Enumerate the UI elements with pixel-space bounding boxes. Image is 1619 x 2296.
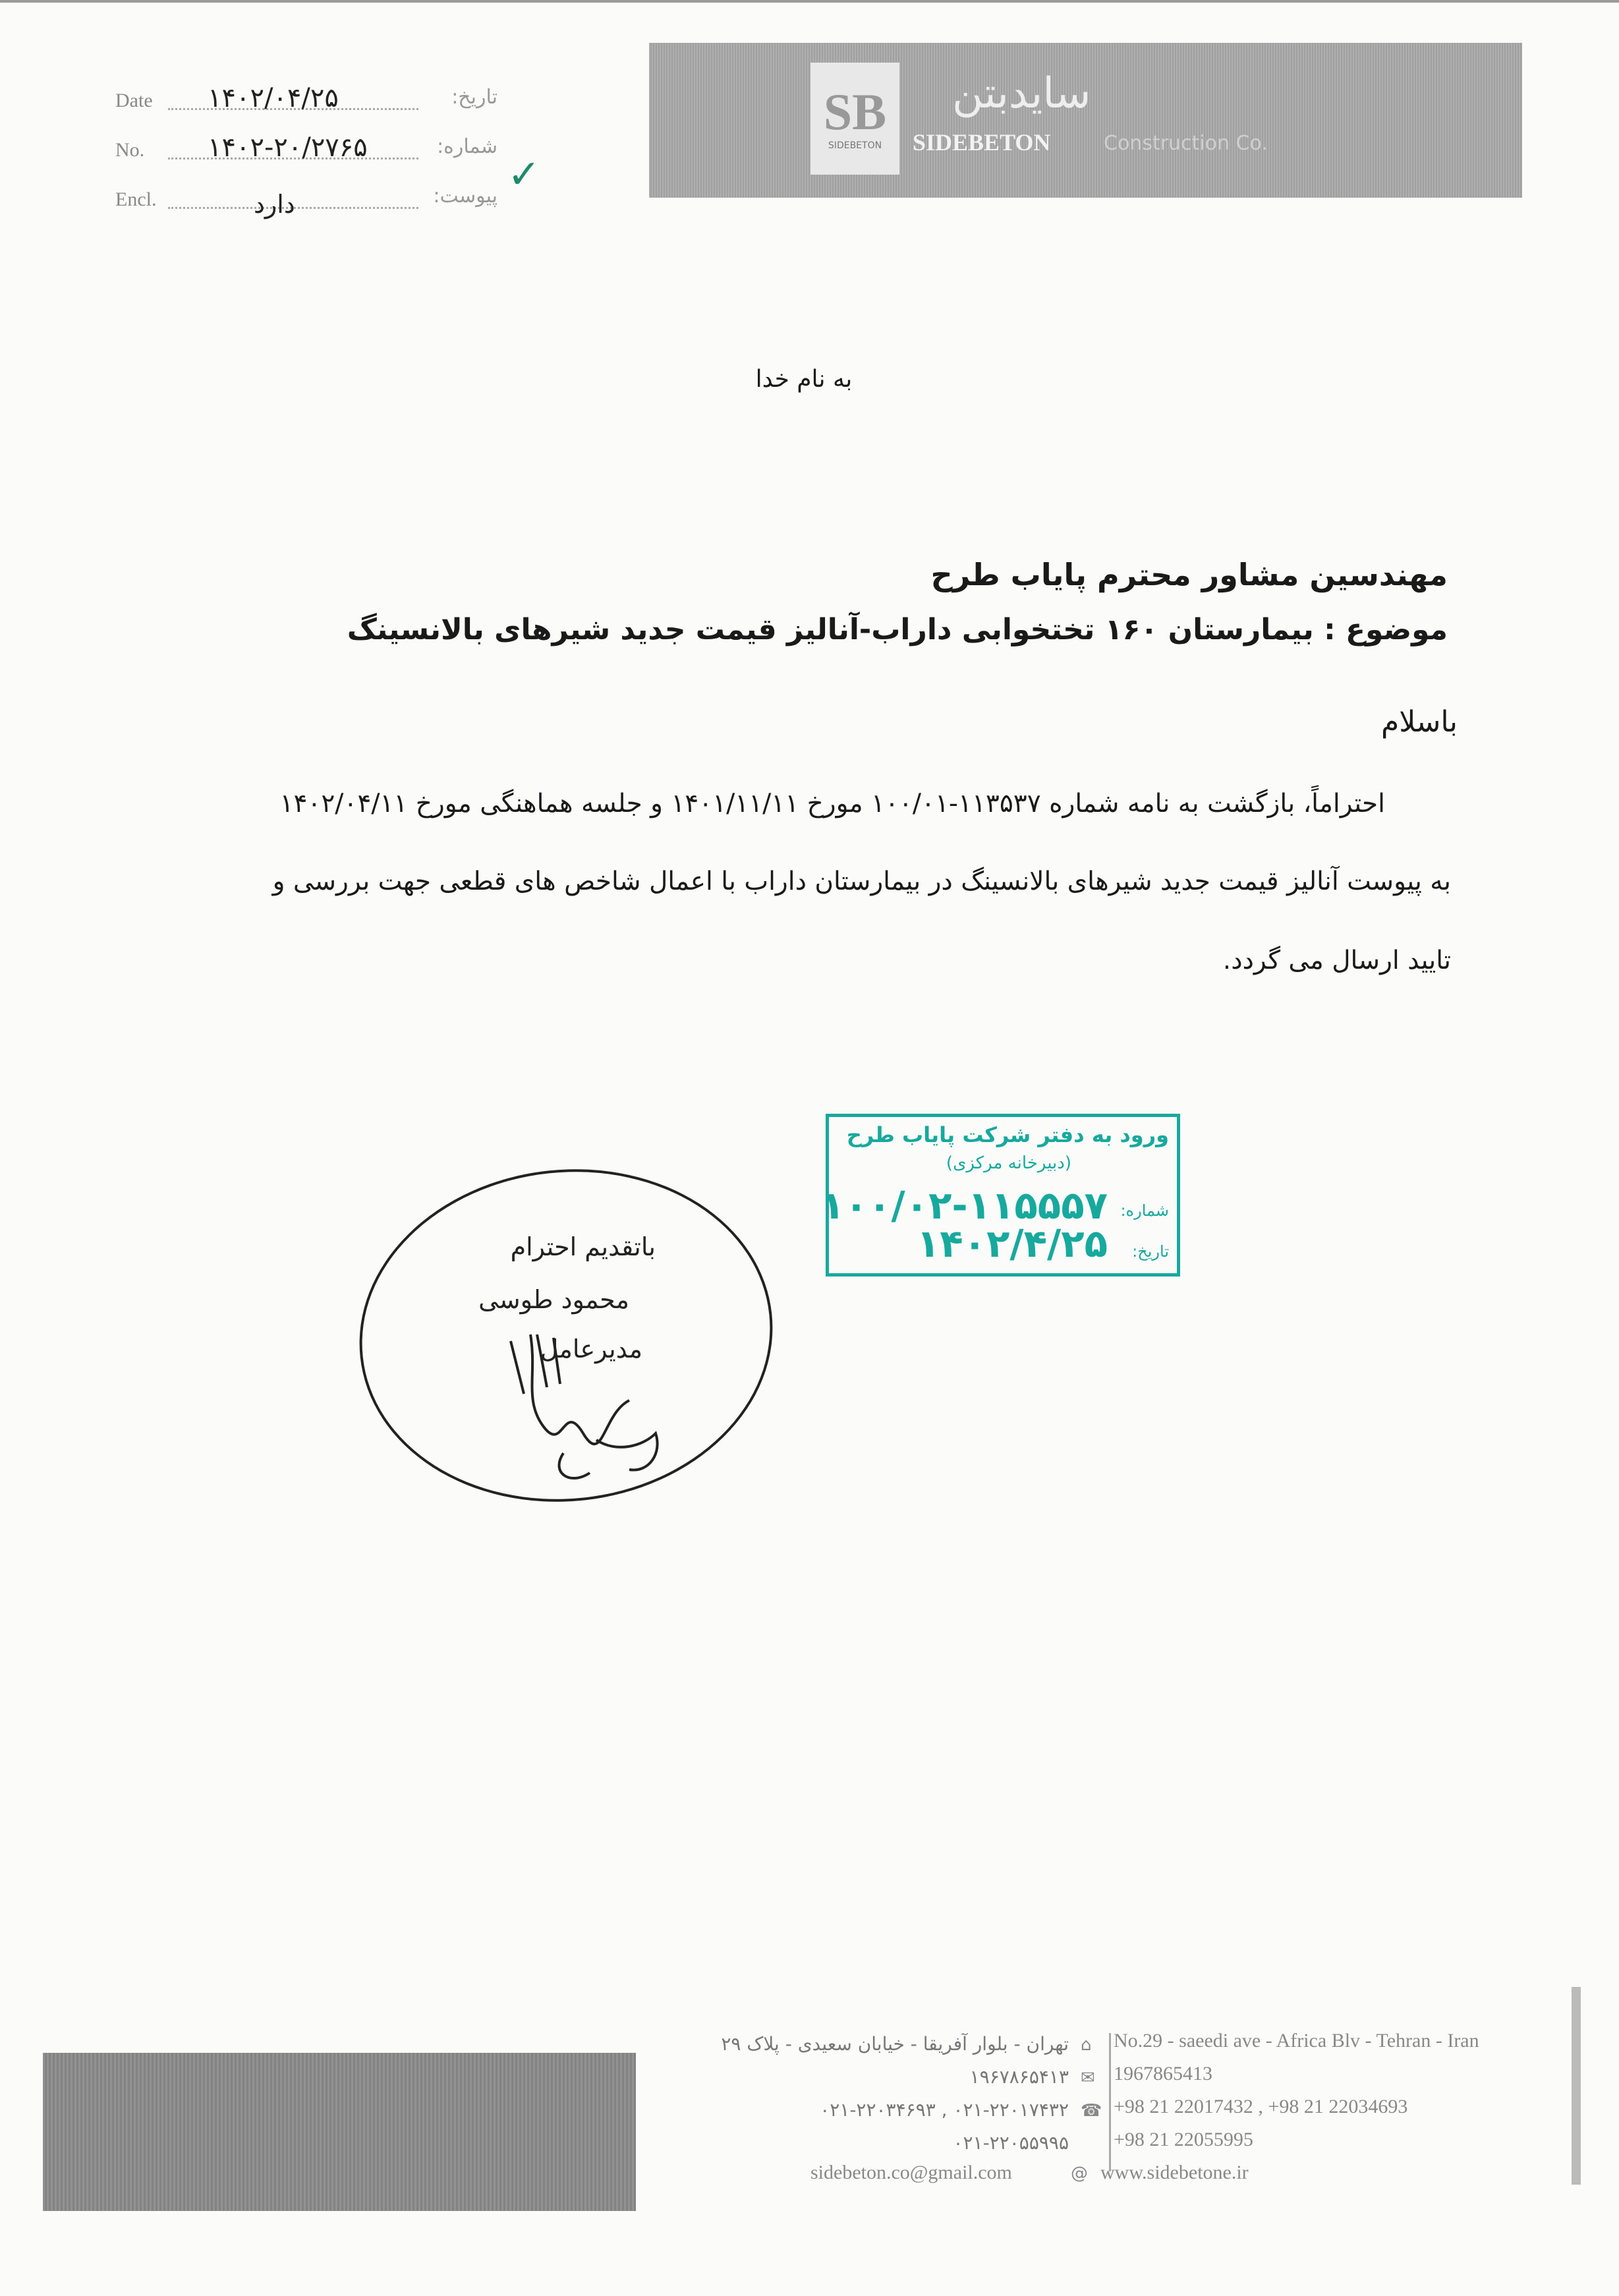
- stamp-date-label: تاریخ:: [1132, 1242, 1169, 1261]
- footer-divider: [1109, 2033, 1111, 2171]
- recipient-line: مهندسین مشاور محترم پایاب طرح: [930, 557, 1448, 592]
- footer-tel-en: +98 21 22017432 , +98 21 22034693: [1114, 2096, 1408, 2117]
- footer-website[interactable]: www.sidebetone.ir: [1100, 2162, 1249, 2183]
- number-value: ۱۴۰۲-۲۰/۲۷۶۵: [208, 132, 368, 163]
- postal-icon: ✉: [1081, 2068, 1095, 2088]
- logo-caption: SIDEBETON: [828, 140, 882, 151]
- signature-name: محمود طوسی: [478, 1285, 629, 1314]
- stamp-number-value: ۱۰۰/۰۲-۱۱۵۵۵۷: [821, 1183, 1108, 1228]
- meta-number-row: [115, 132, 497, 172]
- email-icon: @: [1071, 2164, 1088, 2183]
- encl-value: دارد: [254, 190, 295, 219]
- footer-postal-en: 1967865413: [1114, 2063, 1212, 2084]
- footer-fax-fa: ۰۲۱-۲۲۰۵۵۹۹۵: [953, 2132, 1069, 2154]
- letter-meta: [115, 83, 497, 219]
- company-logo: [810, 63, 899, 175]
- greeting: باسلام: [1380, 705, 1458, 739]
- phone-icon: ☎: [1081, 2101, 1102, 2121]
- signature-block: [359, 1170, 781, 1512]
- body-line-2: به پیوست آنالیز قیمت جدید شیرهای بالانسینگ در بیمارستان داراب با اعمال شاخص های قطعی جهت بررسی و: [272, 867, 1451, 896]
- number-label-en: No.: [115, 139, 145, 161]
- bismillah-heading: به نام خدا: [755, 366, 853, 393]
- brand-name-en: SIDEBETON: [913, 129, 1051, 156]
- meta-enclosure-row: [115, 185, 497, 221]
- signature-closing: باتقدیم احترام: [510, 1232, 656, 1261]
- location-icon: ⌂: [1081, 2035, 1092, 2055]
- footer-address-en: No.29 - saeedi ave - Africa Blv - Tehran - Iran: [1114, 2030, 1479, 2052]
- footer-postal-fa: ۱۹۶۷۸۶۵۴۱۳: [969, 2066, 1069, 2088]
- stamp-date-value: ۱۴۰۲/۴/۲۵: [916, 1221, 1108, 1266]
- logo-mark: SB: [823, 83, 887, 140]
- footer-fax-en: +98 21 22055995: [1114, 2129, 1253, 2150]
- brand-name-fa: سایدبتن: [952, 69, 1091, 118]
- body-line-1: احتراماً، بازگشت به نامه شماره ۱۱۳۵۳۷-۱۰۰/۰۱ مورخ ۱۴۰۱/۱۱/۱۱ و جلسه هماهنگی مورخ ۱۴۰۲/۰۴/۱۱: [279, 789, 1385, 818]
- received-stamp: [821, 1114, 1180, 1277]
- date-value: ۱۴۰۲/۰۴/۲۵: [208, 83, 339, 113]
- encl-label-en: Encl.: [115, 188, 157, 210]
- meta-date-row: [115, 83, 497, 123]
- letterhead-band: [649, 43, 1522, 198]
- handwritten-signature: [432, 1321, 708, 1493]
- scan-edge-mark: [1572, 1987, 1581, 2185]
- stamp-number-label: شماره:: [1120, 1201, 1169, 1220]
- number-label-fa: شماره:: [437, 135, 497, 158]
- footer-email[interactable]: sidebeton.co@gmail.com: [810, 2162, 1012, 2183]
- body-line-3: تایید ارسال می گردد.: [1222, 946, 1451, 975]
- stamp-subtitle: (دبیرخانه مرکزی): [946, 1153, 1071, 1173]
- footer-tel-fa: ۰۲۱-۲۲۰۱۷۴۳۲ , ۰۲۱-۲۲۰۳۴۶۹۳: [820, 2099, 1069, 2121]
- footer-address-fa: تهران - بلوار آفریقا - خیابان سعیدی - پلاک ۲۹: [721, 2033, 1069, 2055]
- subject-line: موضوع : بیمارستان ۱۶۰ تختخوابی داراب-آنالیز قیمت جدید شیرهای بالانسینگ: [347, 613, 1448, 646]
- brand-tagline: Construction Co.: [1104, 132, 1268, 155]
- date-label-fa: تاریخ:: [451, 86, 497, 109]
- date-label-en: Date: [115, 90, 153, 111]
- scan-edge: [0, 0, 1619, 3]
- encl-label-fa: پیوست:: [433, 185, 497, 208]
- signature-title: مدیرعامل: [540, 1335, 642, 1363]
- checkmark-icon: ✓: [507, 152, 541, 198]
- footer-band: [43, 2053, 636, 2211]
- stamp-title: ورود به دفتر شرکت پایاب طرح: [846, 1122, 1169, 1147]
